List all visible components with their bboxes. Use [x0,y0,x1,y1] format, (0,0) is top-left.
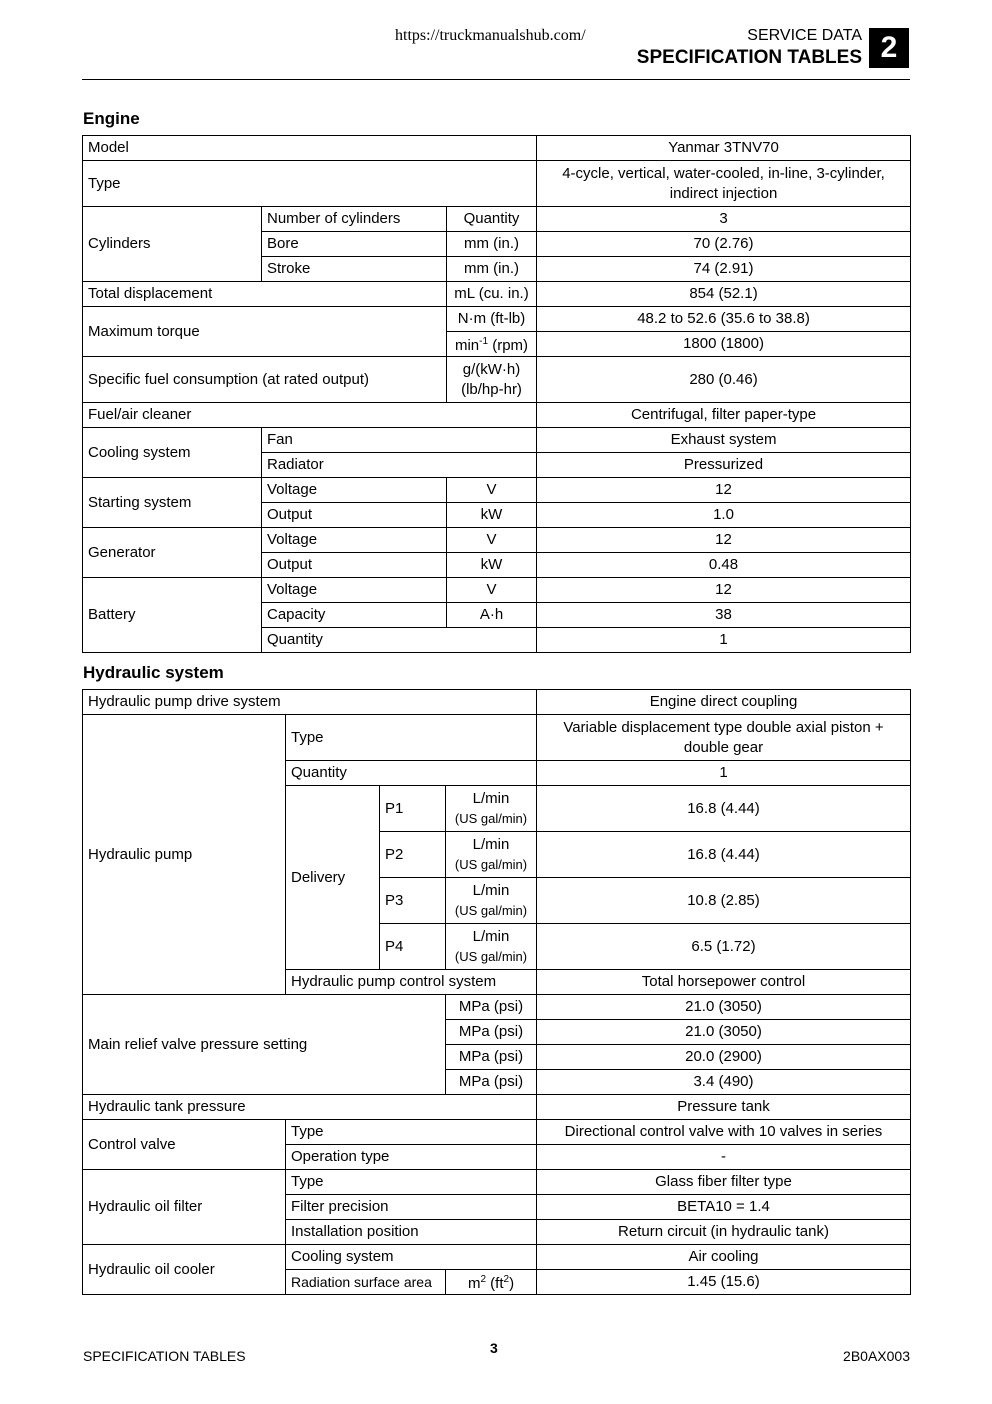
relief-unit: MPa (psi) [446,1045,537,1070]
table-row [83,478,911,503]
delivery-unit-a: L/min [472,881,510,899]
table-row [83,282,911,307]
torque-rpm-base: min [454,337,480,354]
hydraulic-pump-label: Hydraulic pump [83,715,286,995]
starting-system-label: Starting system [83,478,262,528]
num-cylinders-value: 3 [537,207,911,232]
delivery-unit-a: L/min [472,789,510,807]
page-number: 3 [490,1340,498,1356]
delivery-unit [446,878,537,924]
table-row [83,403,911,428]
cylinders-label: Cylinders [83,207,262,282]
installation-position-value: Return circuit (in hydraulic tank) [537,1220,911,1245]
torque-rpm-value: 1800 (1800) [537,332,911,357]
torque-unit-rpm [447,332,537,357]
starting-voltage-label: Voltage [262,478,447,503]
relief-unit: MPa (psi) [446,995,537,1020]
delivery-unit-b: (US gal/min) [454,948,528,964]
pump-quantity-label: Quantity [286,761,537,786]
operation-type-label: Operation type [286,1145,537,1170]
stroke-label: Stroke [262,257,447,282]
pump-control-value: Total horsepower control [537,970,911,995]
header-service-data: SERVICE DATA [747,27,862,44]
delivery-value: 16.8 (4.44) [537,786,911,832]
radiation-area-label: Radiation surface area [286,1270,446,1295]
delivery-unit [446,786,537,832]
delivery-label: Delivery [286,786,380,970]
filter-precision-label: Filter precision [286,1195,537,1220]
displacement-value: 854 (52.1) [537,282,911,307]
filter-type-value: Glass fiber filter type [537,1170,911,1195]
table-row [83,136,911,161]
delivery-unit-b: (US gal/min) [454,902,528,918]
generator-output-value: 0.48 [537,553,911,578]
pump-drive-label: Hydraulic pump drive system [83,690,537,715]
area-unit-a: m [467,1275,481,1292]
header-rule [82,79,910,80]
delivery-port: P3 [380,878,446,924]
table-row [83,428,911,453]
pump-control-label: Hydraulic pump control system [286,970,537,995]
delivery-unit-a: L/min [472,927,510,945]
tank-pressure-value: Pressure tank [537,1095,911,1120]
starting-output-label: Output [262,503,447,528]
delivery-unit-a: L/min [472,835,510,853]
table-row [83,578,911,603]
chapter-badge: 2 [869,28,909,68]
delivery-value: 10.8 (2.85) [537,878,911,924]
generator-voltage-unit: V [447,528,537,553]
battery-voltage-label: Voltage [262,578,447,603]
battery-label: Battery [83,578,262,653]
engine-section-title: Engine [83,109,140,128]
cooling-system-label: Cooling system [83,428,262,478]
hydraulic-table [82,689,911,1295]
relief-unit: MPa (psi) [446,1020,537,1045]
torque-label: Maximum torque [83,307,447,357]
fuel-consumption-unit [447,357,537,403]
table-row [83,715,911,761]
area-unit-sup2: 2 [503,1274,510,1285]
table-row [83,161,911,207]
delivery-port: P4 [380,924,446,970]
cooler-system-value: Air cooling [537,1245,911,1270]
air-cleaner-label: Fuel/air cleaner [83,403,537,428]
radiator-label: Radiator [262,453,537,478]
pump-type-value: Variable displacement type double axial piston + double gear [537,715,911,761]
generator-label: Generator [83,528,262,578]
model-value: Yanmar 3TNV70 [537,136,911,161]
table-row [83,1120,911,1145]
oil-cooler-label: Hydraulic oil cooler [83,1245,286,1295]
footer-left: SPECIFICATION TABLES [83,1348,246,1364]
radiation-area-unit [446,1270,537,1295]
area-unit-sup1: 2 [480,1274,486,1285]
control-valve-type-value: Directional control valve with 10 valves in series [537,1120,911,1145]
installation-position-label: Installation position [286,1220,537,1245]
torque-value: 48.2 to 52.6 (35.6 to 38.8) [537,307,911,332]
table-row [83,357,911,403]
delivery-value: 6.5 (1.72) [537,924,911,970]
pump-drive-value: Engine direct coupling [537,690,911,715]
delivery-unit-b: (US gal/min) [454,810,528,826]
starting-voltage-value: 12 [537,478,911,503]
oil-filter-label: Hydraulic oil filter [83,1170,286,1245]
radiation-area-value: 1.45 (15.6) [537,1270,911,1295]
num-cylinders-unit: Quantity [447,207,537,232]
table-row [83,995,911,1020]
table-row [83,1170,911,1195]
delivery-unit-b: (US gal/min) [454,856,528,872]
battery-capacity-label: Capacity [262,603,447,628]
table-row [83,1095,911,1120]
delivery-port: P2 [380,832,446,878]
engine-table [82,135,911,653]
battery-voltage-value: 12 [537,578,911,603]
header-title: SPECIFICATION TABLES [636,47,862,68]
torque-rpm-sup: -1 [479,336,489,347]
cooler-system-label: Cooling system [286,1245,537,1270]
air-cleaner-value: Centrifugal, filter paper-type [537,403,911,428]
relief-value: 21.0 (3050) [537,995,911,1020]
radiator-value: Pressurized [537,453,911,478]
fuel-unit-a: g/(kW·h) [462,360,521,378]
relief-value: 3.4 (490) [537,1070,911,1095]
fan-label: Fan [262,428,537,453]
pump-quantity-value: 1 [537,761,911,786]
delivery-port: P1 [380,786,446,832]
table-row [83,207,911,232]
model-label: Model [83,136,537,161]
bore-label: Bore [262,232,447,257]
type-value: 4-cycle, vertical, water-cooled, in-line, 3-cylinder, indirect injection [537,161,911,207]
battery-capacity-unit: A·h [447,603,537,628]
header-url: https://truckmanualshub.com/ [395,27,586,44]
fuel-consumption-value: 280 (0.46) [537,357,911,403]
bore-unit: mm (in.) [447,232,537,257]
relief-value: 20.0 (2900) [537,1045,911,1070]
battery-capacity-value: 38 [537,603,911,628]
num-cylinders-label: Number of cylinders [262,207,447,232]
torque-rpm-rest: (rpm) [488,337,529,354]
battery-quantity-label: Quantity [262,628,537,653]
starting-output-value: 1.0 [537,503,911,528]
displacement-label: Total displacement [83,282,447,307]
stroke-unit: mm (in.) [447,257,537,282]
relief-valve-label: Main relief valve pressure setting [83,995,446,1095]
footer-right: 2B0AX003 [843,1348,910,1364]
relief-value: 21.0 (3050) [537,1020,911,1045]
generator-voltage-value: 12 [537,528,911,553]
operation-type-value: - [537,1145,911,1170]
filter-type-label: Type [286,1170,537,1195]
stroke-value: 74 (2.91) [537,257,911,282]
bore-value: 70 (2.76) [537,232,911,257]
area-unit-b: (ft [486,1275,504,1292]
filter-precision-value: BETA10 = 1.4 [537,1195,911,1220]
delivery-unit [446,924,537,970]
starting-output-unit: kW [447,503,537,528]
delivery-value: 16.8 (4.44) [537,832,911,878]
fuel-unit-b: (lb/hp-hr) [461,380,522,398]
tank-pressure-label: Hydraulic tank pressure [83,1095,537,1120]
battery-quantity-value: 1 [537,628,911,653]
relief-unit: MPa (psi) [446,1070,537,1095]
generator-output-label: Output [262,553,447,578]
generator-output-unit: kW [447,553,537,578]
control-valve-type-label: Type [286,1120,537,1145]
control-valve-label: Control valve [83,1120,286,1170]
battery-voltage-unit: V [447,578,537,603]
pump-type-label: Type [286,715,537,761]
area-unit-c: ) [509,1275,515,1292]
hydraulic-section-title: Hydraulic system [83,663,224,682]
starting-voltage-unit: V [447,478,537,503]
torque-unit-nm: N·m (ft-lb) [447,307,537,332]
table-row [83,528,911,553]
type-label: Type [83,161,537,207]
fuel-consumption-label: Specific fuel consumption (at rated output) [83,357,447,403]
delivery-unit [446,832,537,878]
table-row [83,690,911,715]
table-row [83,1245,911,1270]
generator-voltage-label: Voltage [262,528,447,553]
displacement-unit: mL (cu. in.) [447,282,537,307]
table-row [83,307,911,332]
fan-value: Exhaust system [537,428,911,453]
